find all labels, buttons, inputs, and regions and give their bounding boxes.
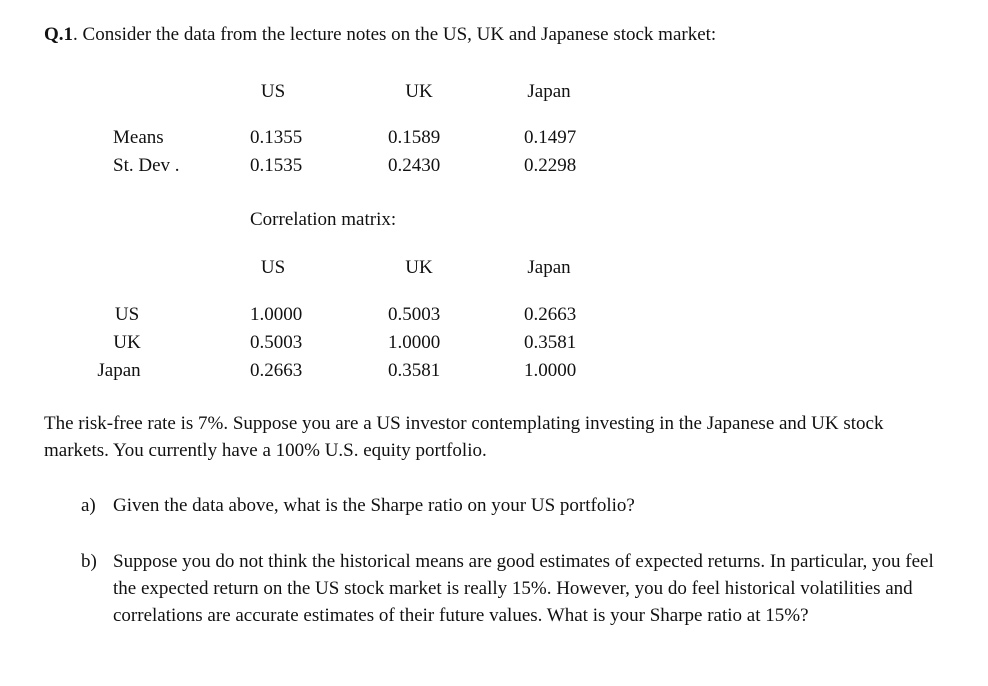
question-number: Q.1 xyxy=(44,24,74,45)
corr-header-japan: Japan xyxy=(527,257,571,278)
stats-header-japan: Japan xyxy=(527,81,571,102)
stats-cell: 0.1355 xyxy=(250,127,303,148)
corr-cell: 0.2663 xyxy=(524,304,577,325)
stats-cell: 0.2298 xyxy=(524,155,577,176)
corr-cell: 1.0000 xyxy=(524,360,577,381)
stats-row-label-means: Means xyxy=(113,127,164,148)
stats-header-us: US xyxy=(260,81,286,102)
corr-cell: 0.5003 xyxy=(388,304,441,325)
item-a-text: Given the data above, what is the Sharpe ratio on your US portfolio? xyxy=(113,495,635,516)
item-b-letter: b) xyxy=(81,551,97,572)
corr-cell: 0.3581 xyxy=(524,332,577,353)
corr-cell: 0.5003 xyxy=(250,332,303,353)
stats-cell: 0.1589 xyxy=(388,127,441,148)
stats-cell: 0.2430 xyxy=(388,155,441,176)
stats-cell: 0.1535 xyxy=(250,155,303,176)
question-intro: . Consider the data from the lecture notes on the US, UK and Japanese stock market: xyxy=(73,24,717,45)
corr-cell: 0.3581 xyxy=(388,360,441,381)
risk-free-paragraph: The risk-free rate is 7%. Suppose you are a US investor contemplating investing in the Japanese and UK stock markets. You currently have a 100% U.S. equity portfolio. xyxy=(44,413,884,461)
question-heading xyxy=(44,25,716,44)
correlation-title: Correlation matrix: xyxy=(250,209,397,230)
corr-row-label-japan: Japan xyxy=(97,360,141,381)
corr-row-label-us: US xyxy=(114,304,140,325)
corr-header-uk: UK xyxy=(405,257,433,278)
corr-cell: 0.2663 xyxy=(250,360,303,381)
corr-cell: 1.0000 xyxy=(250,304,303,325)
item-a-letter: a) xyxy=(81,495,96,516)
corr-row-label-uk: UK xyxy=(113,332,141,353)
stats-row-label-stdev: St. Dev . xyxy=(113,155,180,176)
stats-cell: 0.1497 xyxy=(524,127,577,148)
corr-cell: 1.0000 xyxy=(388,332,441,353)
stats-header-uk: UK xyxy=(405,81,433,102)
item-b-text: Suppose you do not think the historical means are good estimates of expected returns. In particular, you feel the expected return on the US stock market is really 15%. However, you do feel historical volatilities and correlations are accurate estimates of their future values. What is your Sharpe ratio at 15%? xyxy=(113,551,934,626)
corr-header-us: US xyxy=(260,257,286,278)
